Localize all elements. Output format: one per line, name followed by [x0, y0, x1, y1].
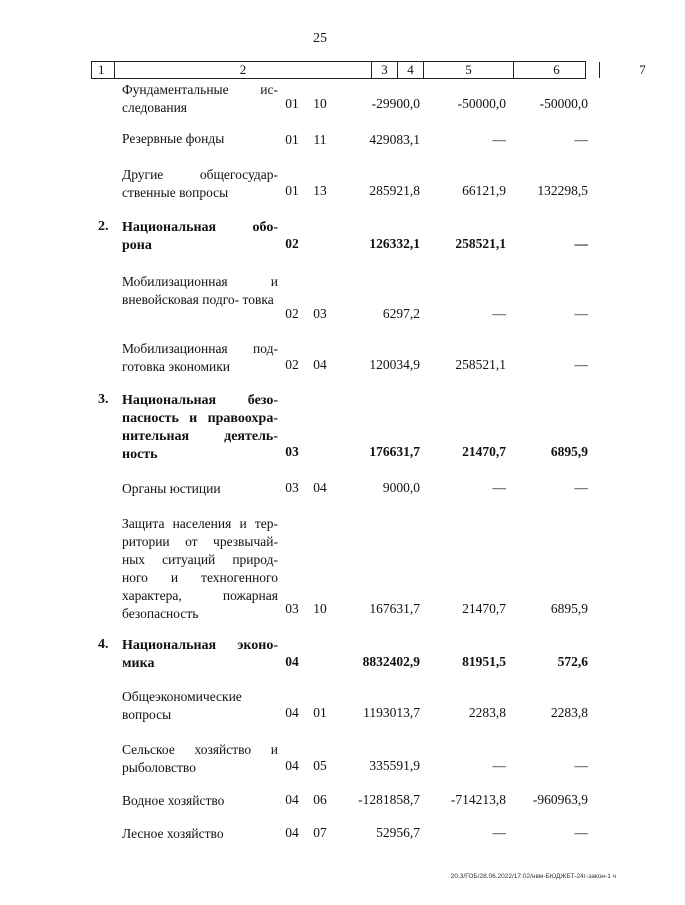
- row-c5: -29900,0: [371, 96, 420, 111]
- row-c3: 03: [285, 601, 299, 616]
- row-c5: 1193013,7: [363, 705, 420, 720]
- header-col-5: 5: [423, 62, 513, 78]
- table-header: [91, 61, 646, 79]
- row-c7: —: [574, 236, 588, 251]
- row-name: Сельское хозяйство и рыболовство: [122, 742, 278, 775]
- row-c3: 01: [285, 183, 299, 198]
- row-name: Национальная эконо- мика: [122, 638, 278, 671]
- row-c7: -50000,0: [539, 96, 588, 111]
- row-c6: —: [492, 480, 506, 495]
- row-c6: 21470,7: [462, 601, 506, 616]
- row-c4: 04: [313, 357, 327, 372]
- row-c5: 6297,2: [382, 306, 420, 321]
- row-c5: 285921,8: [369, 183, 420, 198]
- document-footer-code: 20.3/ГОБ/28.06.2022/17:02/нвм-БЮДЖБТ-24г-закон-1 ч: [450, 873, 616, 880]
- row-c5: 120034,9: [369, 357, 420, 372]
- row-c4: 03: [313, 306, 327, 321]
- row-name: Мобилизационная под- готовка экономики: [122, 341, 278, 374]
- row-c3: 02: [285, 306, 299, 321]
- row-c4: 04: [313, 480, 327, 495]
- row-c4: 05: [313, 758, 327, 773]
- section-number: 3.: [98, 392, 109, 407]
- row-c4: 10: [313, 96, 327, 111]
- section-number: 2.: [98, 219, 109, 234]
- header-col-7: 7: [599, 62, 685, 78]
- row-c5: 9000,0: [382, 480, 420, 495]
- row-c3: 01: [285, 96, 299, 111]
- row-name: Общеэкономические вопросы: [122, 689, 242, 722]
- row-c6: -50000,0: [457, 96, 506, 111]
- row-c6: 66121,9: [462, 183, 506, 198]
- row-c4: 13: [313, 183, 327, 198]
- row-c6: 258521,1: [455, 357, 506, 372]
- row-c6: —: [492, 758, 506, 773]
- row-c3: 03: [285, 480, 299, 495]
- row-c6: —: [492, 306, 506, 321]
- row-c5: 176631,7: [369, 444, 420, 459]
- header-col-1: 1: [98, 62, 105, 77]
- row-c3: 02: [285, 236, 299, 251]
- header-col-2: 2: [114, 62, 371, 78]
- row-c7: 572,6: [557, 654, 588, 669]
- row-name: Резервные фонды: [122, 131, 225, 146]
- row-c3: 02: [285, 357, 299, 372]
- row-name: Мобилизационная и вневойсковая подго- товка: [122, 274, 278, 307]
- row-c3: 04: [285, 654, 299, 669]
- row-c7: 2283,8: [550, 705, 588, 720]
- row-c6: —: [492, 132, 506, 147]
- row-name: Защита населения и тер- ритории от чрезвычай- ных ситуаций природ- ного и техногенного характера, пожарная безопасность: [122, 516, 278, 621]
- row-name: Органы юстиции: [122, 481, 221, 496]
- row-c7: —: [574, 132, 588, 147]
- header-col-6: 6: [513, 62, 599, 78]
- row-c5: 335591,9: [369, 758, 420, 773]
- row-c3: 03: [285, 444, 299, 459]
- row-name: Водное хозяйство: [122, 793, 225, 808]
- row-c7: -960963,9: [532, 792, 588, 807]
- row-c4: 01: [313, 705, 327, 720]
- row-c7: 6895,9: [550, 444, 588, 459]
- row-name: Фундаментальные ис- следования: [122, 82, 278, 115]
- row-c4: 07: [313, 825, 327, 840]
- row-c5: 429083,1: [369, 132, 420, 147]
- row-c6: —: [492, 825, 506, 840]
- row-c6: -714213,8: [450, 792, 506, 807]
- header-col-3: 3: [371, 62, 397, 78]
- row-c3: 04: [285, 792, 299, 807]
- row-c3: 04: [285, 758, 299, 773]
- row-c5: 8832402,9: [362, 654, 420, 669]
- row-c7: —: [574, 306, 588, 321]
- row-c4: 10: [313, 601, 327, 616]
- row-name: Национальная обо- рона: [122, 220, 278, 253]
- row-c6: 21470,7: [462, 444, 506, 459]
- row-c5: 126332,1: [369, 236, 420, 251]
- row-c5: -1281858,7: [358, 792, 420, 807]
- row-c6: 81951,5: [462, 654, 506, 669]
- row-c6: 2283,8: [468, 705, 506, 720]
- row-c5: 52956,7: [376, 825, 420, 840]
- row-c5: 167631,7: [369, 601, 420, 616]
- row-c7: —: [574, 357, 588, 372]
- row-c7: —: [574, 758, 588, 773]
- row-c3: 04: [285, 705, 299, 720]
- section-number: 4.: [98, 637, 109, 652]
- header-col-4: 4: [397, 62, 423, 78]
- row-name: Лесное хозяйство: [122, 826, 224, 841]
- row-c7: 6895,9: [550, 601, 588, 616]
- row-c7: 132298,5: [537, 183, 588, 198]
- row-c3: 01: [285, 132, 299, 147]
- row-name: Национальная безо- пасность и правоохра- нительная деятель- ность: [122, 393, 278, 462]
- row-c4: 06: [313, 792, 327, 807]
- row-c3: 04: [285, 825, 299, 840]
- row-name: Другие общегосудар- ственные вопросы: [122, 167, 278, 200]
- page-number: 25: [313, 31, 327, 46]
- row-c7: —: [574, 825, 588, 840]
- row-c6: 258521,1: [455, 236, 506, 251]
- row-c7: —: [574, 480, 588, 495]
- row-c4: 11: [313, 132, 327, 147]
